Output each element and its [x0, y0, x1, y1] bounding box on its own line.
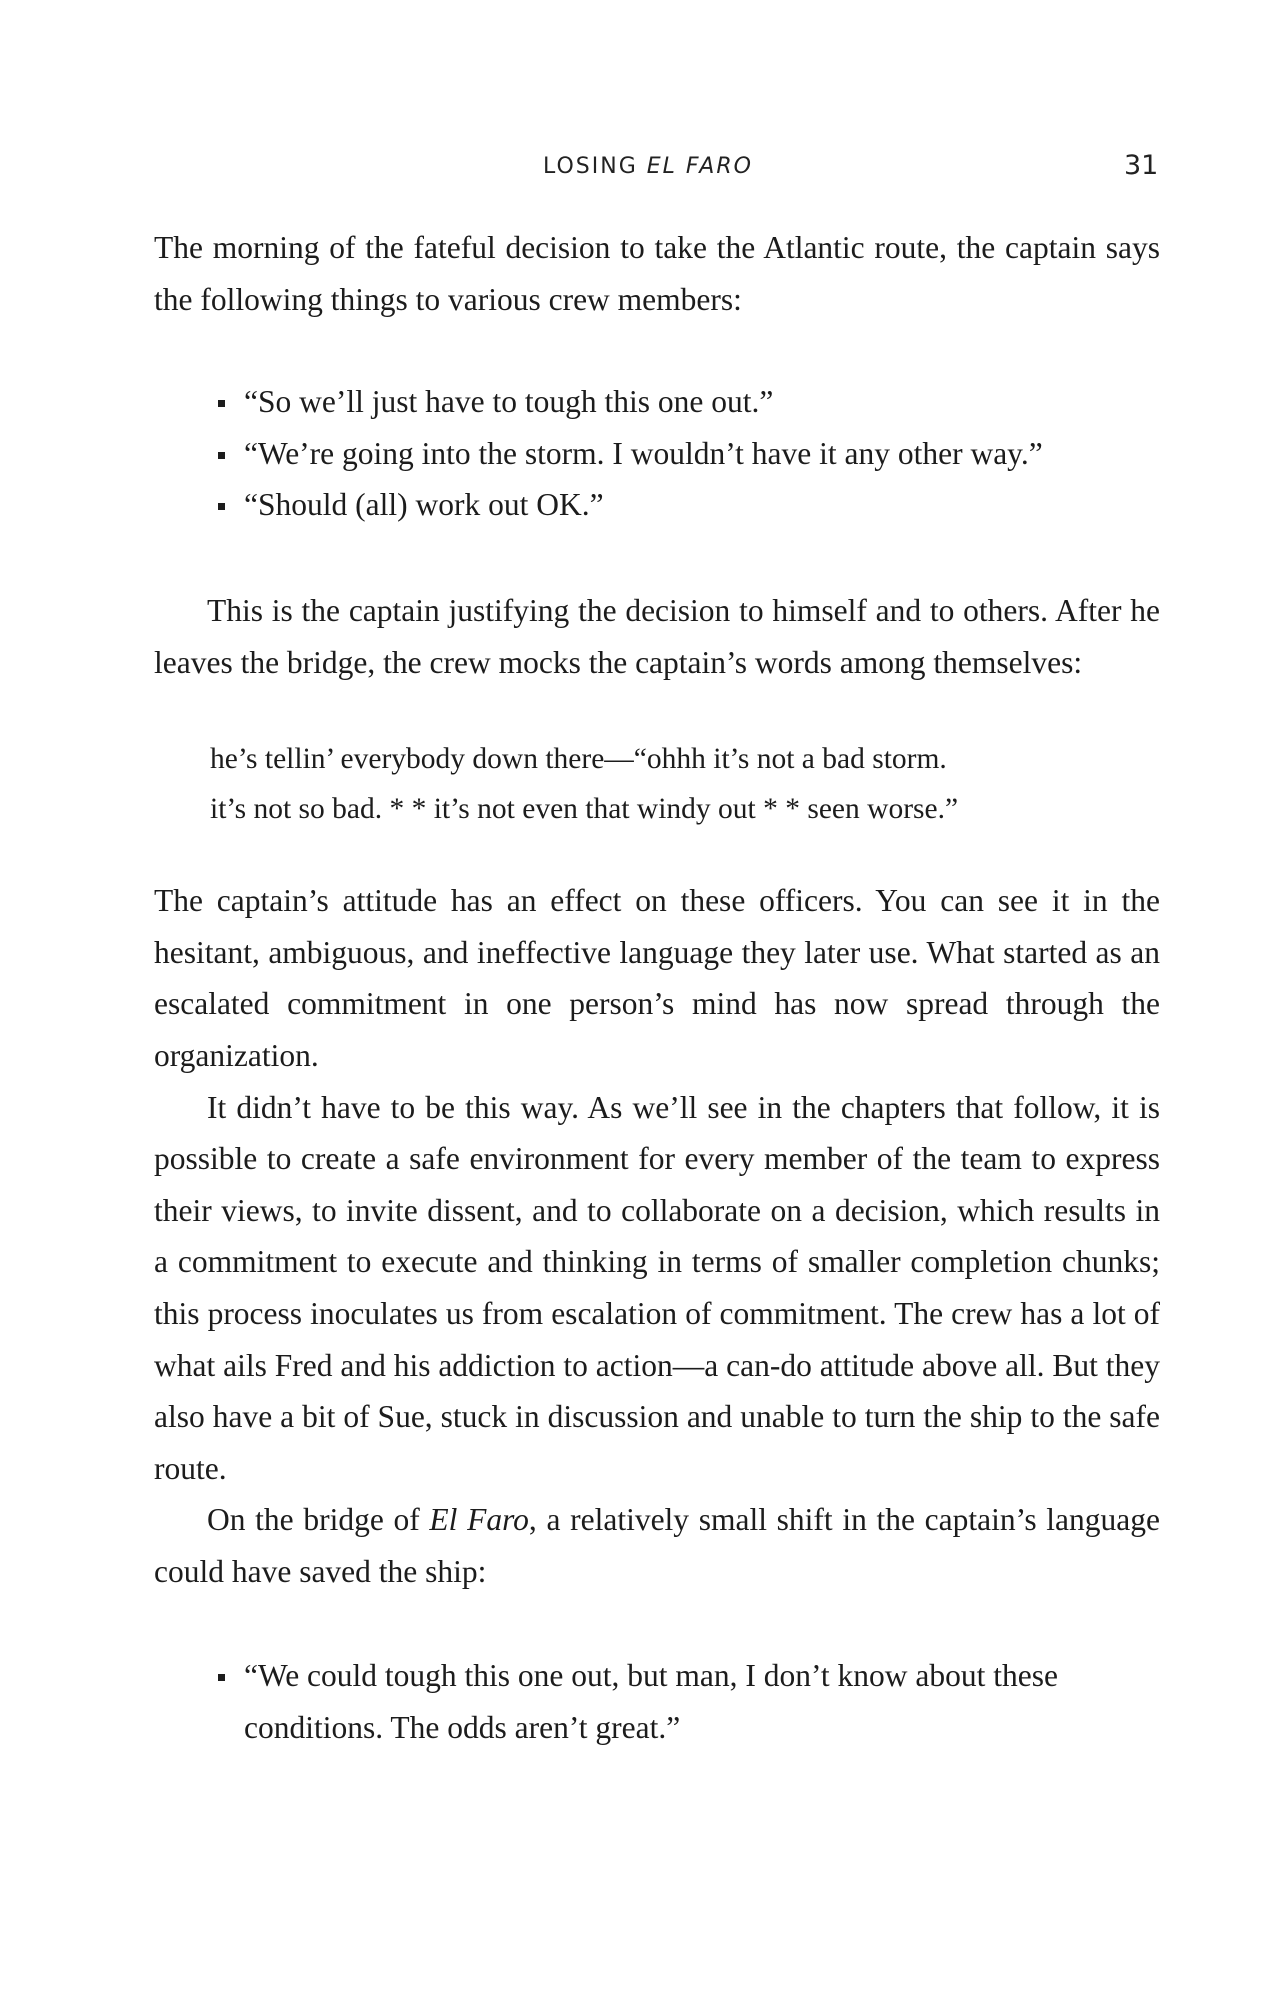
paragraph-3: The captain’s attitude has an effect on these officers. You can see it in the hesitant, ambiguous, and ineffective language they later use. What started as an escalated commitment in one person’s mind has now spread through the organization.: [154, 883, 1160, 1073]
quote-list-item: “Should (all) work out OK.”: [154, 479, 1160, 531]
quote-list-item: “So we’ll just have to tough this one out.”: [154, 376, 1160, 428]
paragraph-5: [154, 1494, 1160, 1597]
captain-quotes-list: [154, 376, 1160, 531]
crew-blockquote: [154, 734, 1160, 834]
running-title-prefix: LOSING: [543, 154, 647, 179]
running-head: [0, 150, 1285, 190]
running-title: [543, 154, 753, 179]
page-number: 31: [1124, 150, 1159, 181]
paragraph-1: The morning of the fateful decision to take the Atlantic route, the captain says the following things to various crew members:: [154, 230, 1160, 317]
alternative-quotes-list: [154, 1650, 1160, 1753]
blockquote-line: it’s not so bad. * * it’s not even that windy out * * seen worse.”: [210, 793, 959, 826]
quote-list-item: “We could tough this one out, but man, I don’t know about these conditions. The odds aren’t great.”: [154, 1650, 1160, 1753]
paragraph-5-end: , a relatively small shift in the captain’s language could have saved the ship:: [154, 1502, 1160, 1589]
paragraph-5-start: On the bridge of: [207, 1502, 430, 1538]
quote-list-item: “We’re going into the storm. I wouldn’t have it any other way.”: [154, 428, 1160, 480]
body-text: [154, 222, 1160, 1754]
paragraph-4: It didn’t have to be this way. As we’ll see in the chapters that follow, it is possible to create a safe environment for every member of the team to express their views, to invite dissent, and to collaborate on a decision, which results in a commitment to execute and thinking in terms of smaller completion chunks; this process inoculates us from escalation of commitment. The crew has a lot of what ails Fred and his addiction to action—a can-do attitude above all. But they also have a bit of Sue, stuck in discussion and unable to turn the ship to the safe route.: [154, 1089, 1160, 1486]
ship-name-italic: El Faro: [429, 1502, 529, 1538]
paragraph-2: This is the captain justifying the decision to himself and to others. After he leaves the bridge, the crew mocks the captain’s words among themselves:: [154, 592, 1160, 680]
blockquote-line: he’s tellin’ everybody down there—“ohhh it’s not a bad storm.: [210, 743, 947, 776]
running-title-italic: EL FARO: [646, 154, 753, 179]
